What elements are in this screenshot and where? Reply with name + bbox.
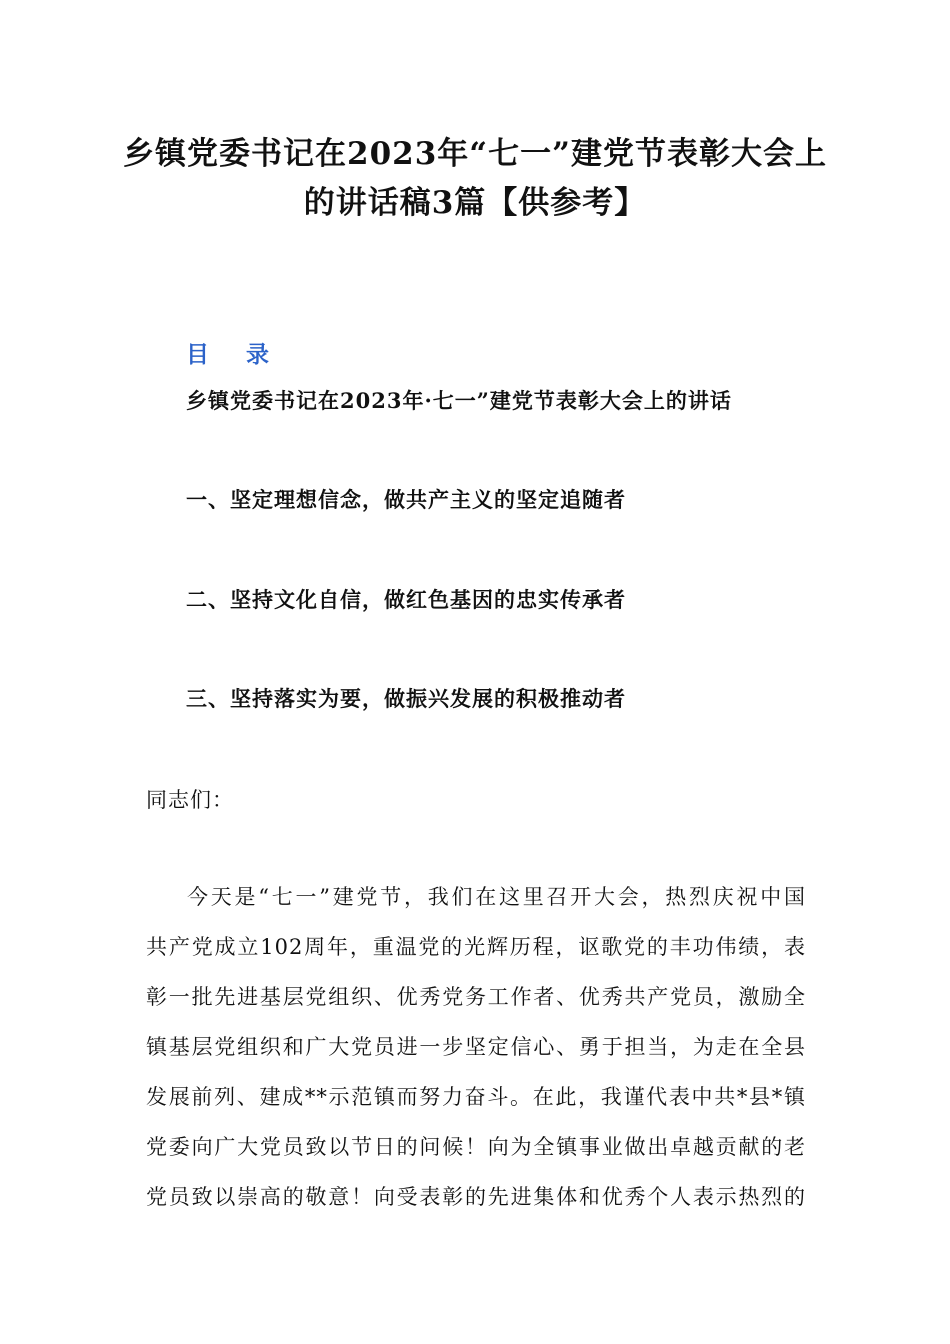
paragraph-line: 镇基层党组织和广大党员进一步坚定信心、勇于担当，为走在全县 [146,1035,806,1059]
paragraph-line: 彰一批先进基层党组织、优秀党务工作者、优秀共产党员，激励全 [146,985,806,1009]
toc-item[interactable]: 三、坚持落实为要，做振兴发展的积极推动者 [186,686,626,711]
toc-item[interactable]: 乡镇党委书记在2023年·七一”建党节表彰大会上的讲话 [186,388,732,413]
salutation: 同志们： [146,788,234,812]
paragraph-line: 党员致以崇高的敬意！向受表彰的先进集体和优秀个人表示热烈的 [146,1185,806,1209]
paragraph-line: 党委向广大党员致以节日的问候！向为全镇事业做出卓越贡献的老 [146,1135,806,1159]
toc-item[interactable]: 一、坚定理想信念，做共产主义的坚定追随者 [186,487,626,512]
toc-item[interactable]: 二、坚持文化自信，做红色基因的忠实传承者 [186,587,626,612]
paragraph-line: 发展前列、建成**示范镇而努力奋斗。在此，我谨代表中共*县*镇 [146,1085,806,1109]
document-title-line-1: 乡镇党委书记在2023年“七一”建党节表彰大会上 [123,136,827,172]
toc-heading: 目 录 [186,342,271,368]
document-title-line-2: 的讲话稿3篇【供参考】 [303,185,647,221]
paragraph-line: 共产党成立102周年，重温党的光辉历程，讴歌党的丰功伟绩，表 [146,935,806,959]
paragraph-line: 今天是“七一”建党节，我们在这里召开大会，热烈庆祝中国 [187,885,806,909]
